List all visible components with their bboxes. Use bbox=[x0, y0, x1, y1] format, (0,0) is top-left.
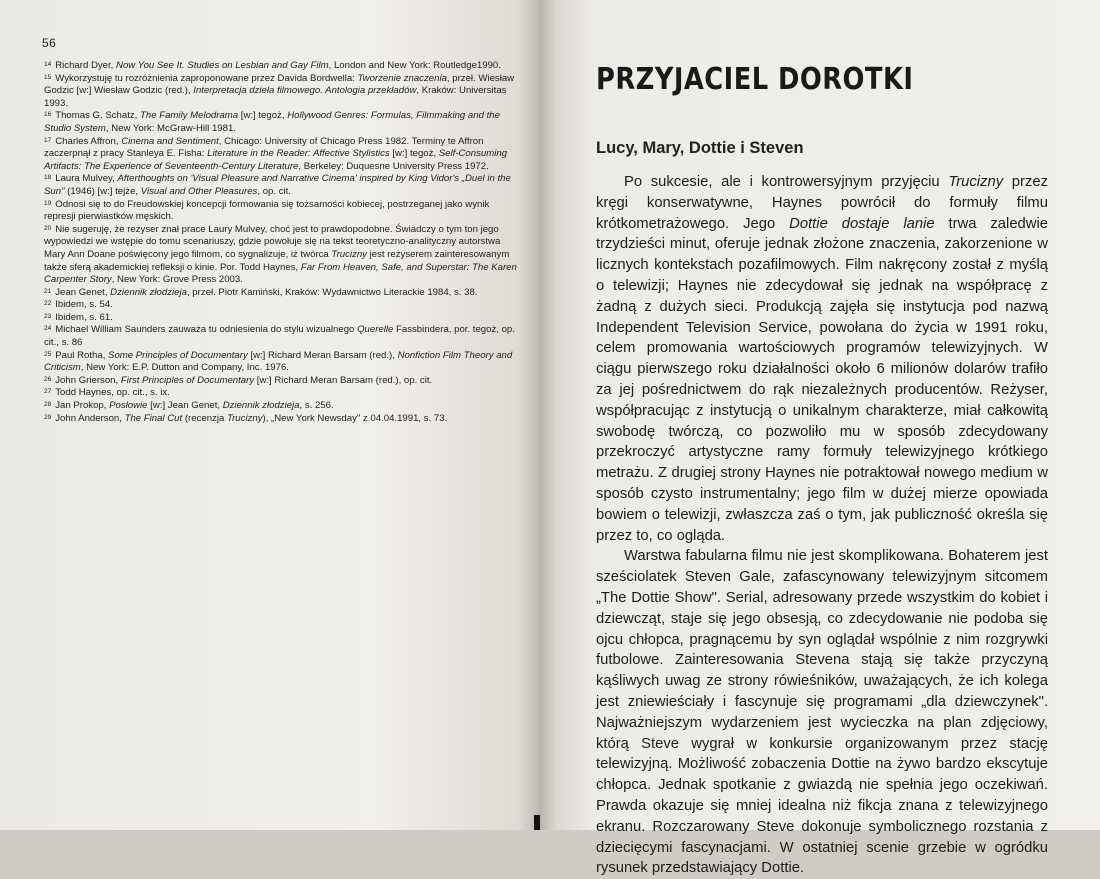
italic-title: Now You See It. Studies on Lesbian and Gay Film bbox=[116, 60, 329, 71]
text-run: , przeł. Piotr Kamiński, Kraków: Wydawnictwo Literackie 1984, s. 38. bbox=[186, 286, 478, 298]
text-run: Richard Dyer, bbox=[55, 60, 117, 71]
text-run: (1946) [w:] tejże, bbox=[64, 185, 141, 197]
italic-title: Self-Consuming Artifacts: The Experience of Seventeenth-Century Literature bbox=[44, 148, 508, 172]
footnotes bbox=[44, 60, 522, 425]
right-page bbox=[540, 0, 1100, 877]
footnote-number: 23 bbox=[44, 312, 52, 320]
italic-title: Literature in the Reader: Affective Stylistics bbox=[207, 148, 390, 160]
text-run: , s. 256. bbox=[299, 400, 334, 412]
text-run: Ibidem, s. 54. bbox=[55, 299, 113, 311]
footnote bbox=[44, 324, 522, 349]
book-spine-shadow bbox=[534, 815, 540, 830]
text-run: Jan Prokop, bbox=[55, 400, 110, 412]
chapter-title: PRZYJACIEL DOROTKI bbox=[596, 62, 914, 97]
text-run: Jean Genet, bbox=[55, 286, 111, 298]
footnote-number: 28 bbox=[44, 401, 52, 409]
text-run: Wykorzystuję tu rozróżnienia zaproponowane przez Davida Bordwella: bbox=[55, 72, 358, 84]
footnote-number: 20 bbox=[44, 224, 52, 232]
footnote bbox=[44, 136, 522, 174]
text-run: , przeł. Wiesław Godzic [w:] Wiesław Godzic (red.), bbox=[44, 72, 515, 97]
italic-title: Trucizny bbox=[948, 174, 1004, 190]
section-heading: Lucy, Mary, Dottie i Steven bbox=[596, 139, 804, 157]
footnote-number: 17 bbox=[44, 136, 52, 144]
text-run: Todd Haynes, op. cit., s. ix. bbox=[55, 387, 170, 399]
italic-title: Querelle bbox=[357, 324, 394, 336]
italic-title: Afterthoughts on 'Visual Pleasure and Narrative Cinema' inspired by King Vidor's „Duel in the Sun" bbox=[44, 173, 511, 197]
footnote-number: 16 bbox=[44, 111, 52, 119]
footnote bbox=[44, 387, 522, 400]
italic-title: Interpretacja dzieła filmowego. Antologia przekładów bbox=[193, 85, 417, 97]
footnote bbox=[44, 350, 522, 375]
text-run: Ibidem, s. 61. bbox=[55, 311, 113, 323]
text-run: (recenzja bbox=[182, 412, 227, 424]
text-run: Paul Rotha, bbox=[55, 349, 109, 361]
italic-title: Dziennik złodzieja bbox=[222, 400, 300, 412]
italic-title: The Family Melodrama bbox=[140, 110, 239, 122]
text-run: Fassbindera, por. tegoż, op. cit., s. 86 bbox=[44, 324, 515, 349]
body-paragraph bbox=[596, 546, 1048, 879]
italic-title: Tworzenie znaczenia bbox=[357, 72, 447, 84]
text-run: , New York: Grove Press 2003. bbox=[111, 274, 243, 286]
footnote bbox=[44, 60, 522, 73]
footnote bbox=[44, 110, 522, 135]
text-run: Warstwa fabularna filmu nie jest skomplikowana. Bohaterem jest sześciolatek Steven Gale, zafascynowany telewizyjnym sitcomem „The Dottie Show". Serial, adresowany przede wszystkim do kobiet i dziewcząt, staje się jego obsesją, co zdecydowanie nie podoba się ojcu chłopca, pragnącemu by syn oglądał wspólnie z nim rozgrywki futbolowe. Zainteresowania Stevena stają się także przyczyną kąśliwych uwag ze strony rówieśników, uważających, że ich kolega jest zniewieściały i fascynuje się programami „dla dziewczynek". Najważniejszym wydarzeniem jest wycieczka na plan zdjęciowy, którą Steve wygrał w konkursie organizowanym przez stację telewizyjną. Możliwość zobaczenia Dottie na żywo bardzo ekscytuje chłopca. Jednak spotkanie z gwiazdą nie spełnia jego oczekiwań. Prawda okazuje się mniej idealna niż fikcja znana z telewizyjnego ekranu. Rozczarowany Steve dokonuje symbolicznego rozstania z dziecięcymi fascynacjami. W ostatniej scenie grzebie w ogródku rysunek przedstawiający Dottie. bbox=[596, 548, 1048, 877]
text-run: Charles Affron, bbox=[55, 135, 122, 147]
text-run: jest reżyserem zainteresowanym także sferą akademickiej refleksji o kinie. Por. Todd Haynes, bbox=[44, 248, 510, 273]
italic-title: The Final Cut bbox=[124, 412, 183, 424]
italic-title: First Principles of Documentary bbox=[120, 374, 255, 386]
footnote-number: 24 bbox=[44, 325, 52, 333]
footnote-number: 15 bbox=[44, 73, 52, 81]
footnote bbox=[44, 287, 522, 300]
italic-title: Posłowie bbox=[109, 400, 148, 412]
left-page bbox=[0, 0, 540, 830]
body-text bbox=[596, 172, 1048, 879]
italic-title: Dottie dostaje lanie bbox=[789, 215, 935, 232]
footnote-number: 22 bbox=[44, 300, 52, 308]
italic-title: Hollywood Genres: Formulas, Filmmaking and the Studio System bbox=[44, 110, 500, 134]
footnote-number: 19 bbox=[44, 199, 52, 207]
text-run: John Anderson, bbox=[55, 412, 125, 424]
text-run: [w:] tegoż, bbox=[389, 148, 439, 160]
footnote-number: 21 bbox=[44, 287, 52, 295]
text-run: przez kręgi konserwatywne, Haynes powrócił do formuły filmu krótkometrażowego. Jego bbox=[596, 174, 1048, 232]
page-number: 56 bbox=[42, 36, 57, 50]
footnote-number: 14 bbox=[44, 61, 52, 68]
italic-title: Nonfiction Film Theory and Criticism bbox=[44, 349, 513, 374]
text-run: [w:] Jean Genet, bbox=[147, 400, 223, 412]
text-run: Laura Mulvey, bbox=[55, 173, 118, 185]
text-run: trwa zaledwie trzydzieści minut, oferuje jednak złożone znaczenia, zakorzenione w licznych kontekstach pozafilmowych. Film nakręcony został z myślą o telewizji; Haynes nie zdecydował się jednak na współpracę z żadną z dużych sieci. Produkcją zajęła się instytucja pod nazwą Independent Television Service, powołana do życia w 1991 roku, celem promowania wartościowych programów telewizyjnych. W ciągu pierwszego roku działalności około 6 milionów dolarów trafiło za jej pośrednictwem do rąk niezależnych producentów. Reżyser, współpracując z instytucją o unikalnym charakterze, miał całkowitą swobodę twórczą, co pozwoliło mu w sposób zdecydowany przekroczyć artystyczne ramy formuły telewizyjnego krótkiego metrażu. Z drugiej strony Haynes nie potraktował nowego medium w sposób czysto instrumentalny; jego film w dużej mierze opowiada bowiem o telewizji, zwłaszcza zaś o tym, jak publiczność określa się przez to, co ogląda. bbox=[596, 215, 1048, 544]
text-run: , op. cit. bbox=[257, 185, 291, 197]
footnote-number: 25 bbox=[44, 350, 52, 358]
text-run: [w:] Richard Meran Barsam (red.), op. cit. bbox=[254, 374, 433, 386]
text-run: ), „New York Newsday" z 04.04.1991, s. 73. bbox=[262, 412, 448, 424]
italic-title: Visual and Other Pleasures bbox=[140, 185, 258, 197]
footnote bbox=[44, 299, 522, 312]
text-run: [w:] tegoż, bbox=[238, 110, 288, 122]
footnote-number: 29 bbox=[44, 413, 52, 421]
text-run: John Grierson, bbox=[55, 374, 121, 386]
text-run: , Kraków: Universitas 1993. bbox=[44, 85, 507, 109]
text-run: , Chicago: University of Chicago Press 1982. Terminy te Affron zaczerpnął z pracy Stanleya E. Fisha: bbox=[44, 135, 484, 160]
footnote-number: 26 bbox=[44, 375, 52, 383]
text-run: Nie sugeruję, że reżyser znał prace Laury Mulvey, choć jest to prawdopodobne. Świadczy o tym ton jego wypowiedzi we wstępie do tomu scenariuszy, gdzie powołuje się na tekst teoretyczno-analityczny autorstwa Mary Ann Doane poświęcony jego filmom, co sygnalizuje, iż twórca bbox=[44, 223, 501, 260]
footnote bbox=[44, 375, 522, 388]
footnote-number: 27 bbox=[44, 388, 52, 396]
footnote bbox=[44, 173, 522, 198]
italic-title: Trucizny bbox=[331, 248, 367, 260]
footnote bbox=[44, 73, 522, 111]
italic-title: Some Principles of Documentary bbox=[108, 349, 248, 361]
footnote-number: 18 bbox=[44, 174, 52, 182]
footnote bbox=[44, 413, 522, 426]
text-run: , London and New York: Routledge1990. bbox=[328, 60, 501, 71]
text-run: Thomas G. Schatz, bbox=[55, 110, 141, 122]
text-run: Michael William Saunders zauważa tu odniesienia do stylu wizualnego bbox=[55, 324, 358, 336]
text-run: Po sukcesie, ale i kontrowersyjnym przyjęciu bbox=[624, 174, 949, 190]
italic-title: Far From Heaven, Safe, and Superstar: The Karen Carpenter Story bbox=[44, 261, 517, 286]
text-run: , Berkeley: Duquesne University Press 1972. bbox=[298, 160, 489, 172]
footnote bbox=[44, 224, 522, 287]
text-run: , New York: E.P. Dutton and Company, Inc. 1976. bbox=[80, 362, 289, 374]
footnote bbox=[44, 199, 522, 224]
text-run: Odnosi się to do Freudowskiej koncepcji formowania się tożsamości kobiecej, postrzeganej jako wynik represji pierwiastków męskich. bbox=[44, 198, 490, 223]
body-paragraph bbox=[596, 172, 1048, 546]
text-run: [w:] Richard Meran Barsam (red.), bbox=[247, 349, 398, 361]
italic-title: Cinema and Sentiment bbox=[121, 135, 219, 147]
italic-title: Dziennik złodzieja bbox=[110, 286, 187, 298]
italic-title: Trucizny bbox=[226, 412, 263, 424]
footnote bbox=[44, 312, 522, 325]
footnote bbox=[44, 400, 522, 413]
text-run: , New York: McGraw-Hill 1981. bbox=[105, 122, 236, 134]
